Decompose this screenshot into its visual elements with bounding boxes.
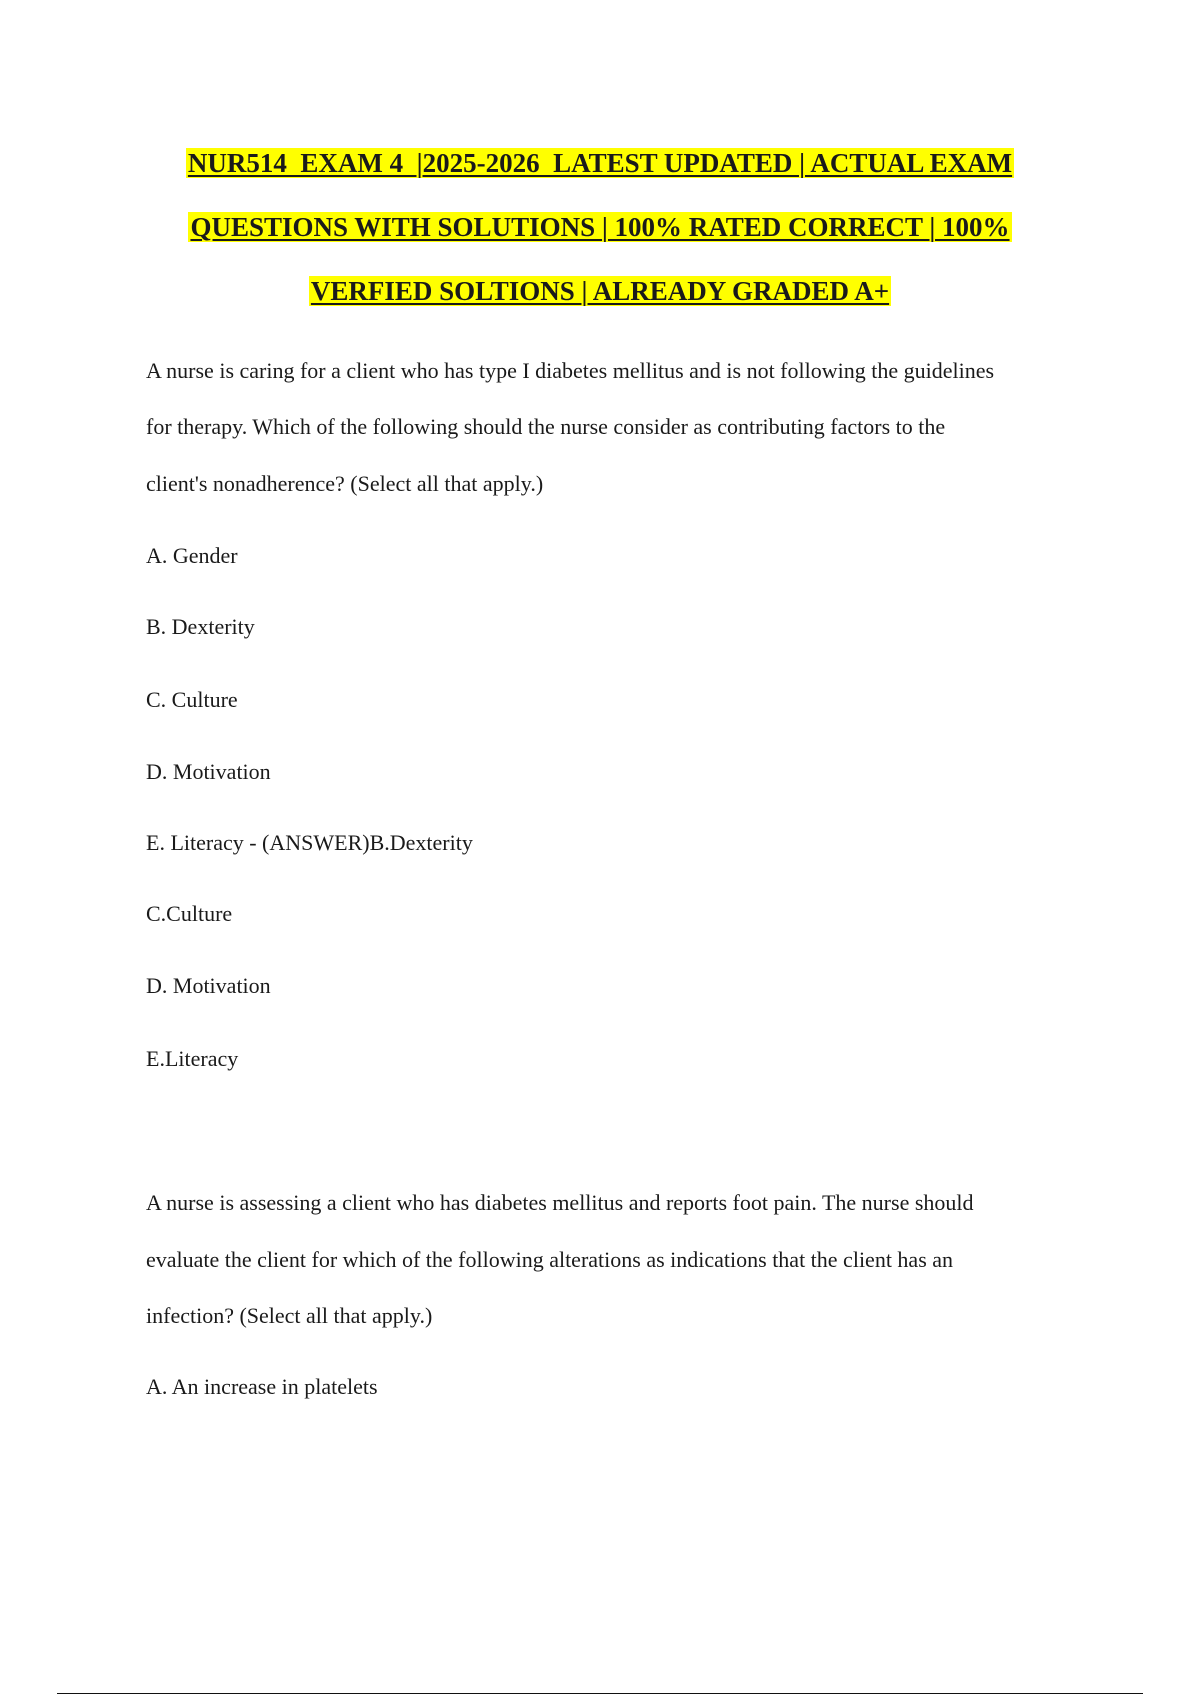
question-1-option-b: B. Dexterity	[146, 614, 255, 639]
question-1-stem-line-1: A nurse is caring for a client who has type I diabetes mellitus and is not following the guidelines	[146, 358, 995, 383]
question-1-option-d: D. Motivation	[146, 759, 271, 784]
question-2-option-a: A. An increase in platelets	[146, 1374, 378, 1399]
question-1-answer-line-1: C.Culture	[146, 901, 233, 926]
question-2-stem-line-3: infection? (Select all that apply.)	[146, 1303, 433, 1328]
question-1-option-a: A. Gender	[146, 543, 238, 568]
document-title-line-2: QUESTIONS WITH SOLUTIONS | 100% RATED CORRECT | 100%	[190, 212, 1010, 242]
question-1-option-c: C. Culture	[146, 687, 238, 712]
question-1-stem-line-2: for therapy. Which of the following should the nurse consider as contributing factors to the	[146, 414, 946, 439]
question-1-answer-line-3: E.Literacy	[146, 1046, 239, 1071]
document-title-line-1: NUR514 EXAM 4 |2025-2026 LATEST UPDATED | ACTUAL EXAM	[187, 148, 1013, 178]
question-2-stem-line-1: A nurse is assessing a client who has diabetes mellitus and reports foot pain. The nurse should	[146, 1190, 974, 1215]
question-1-stem-line-3: client's nonadherence? (Select all that apply.)	[146, 471, 544, 496]
question-1-option-e: E. Literacy - (ANSWER)B.Dexterity	[146, 830, 473, 855]
question-1-answer-line-2: D. Motivation	[146, 973, 271, 998]
question-2-stem-line-2: evaluate the client for which of the following alterations as indications that the client has an	[146, 1247, 954, 1272]
page-bottom-rule	[57, 1693, 1143, 1694]
document-title-line-3: VERFIED SOLTIONS | ALREADY GRADED A+	[310, 276, 890, 306]
